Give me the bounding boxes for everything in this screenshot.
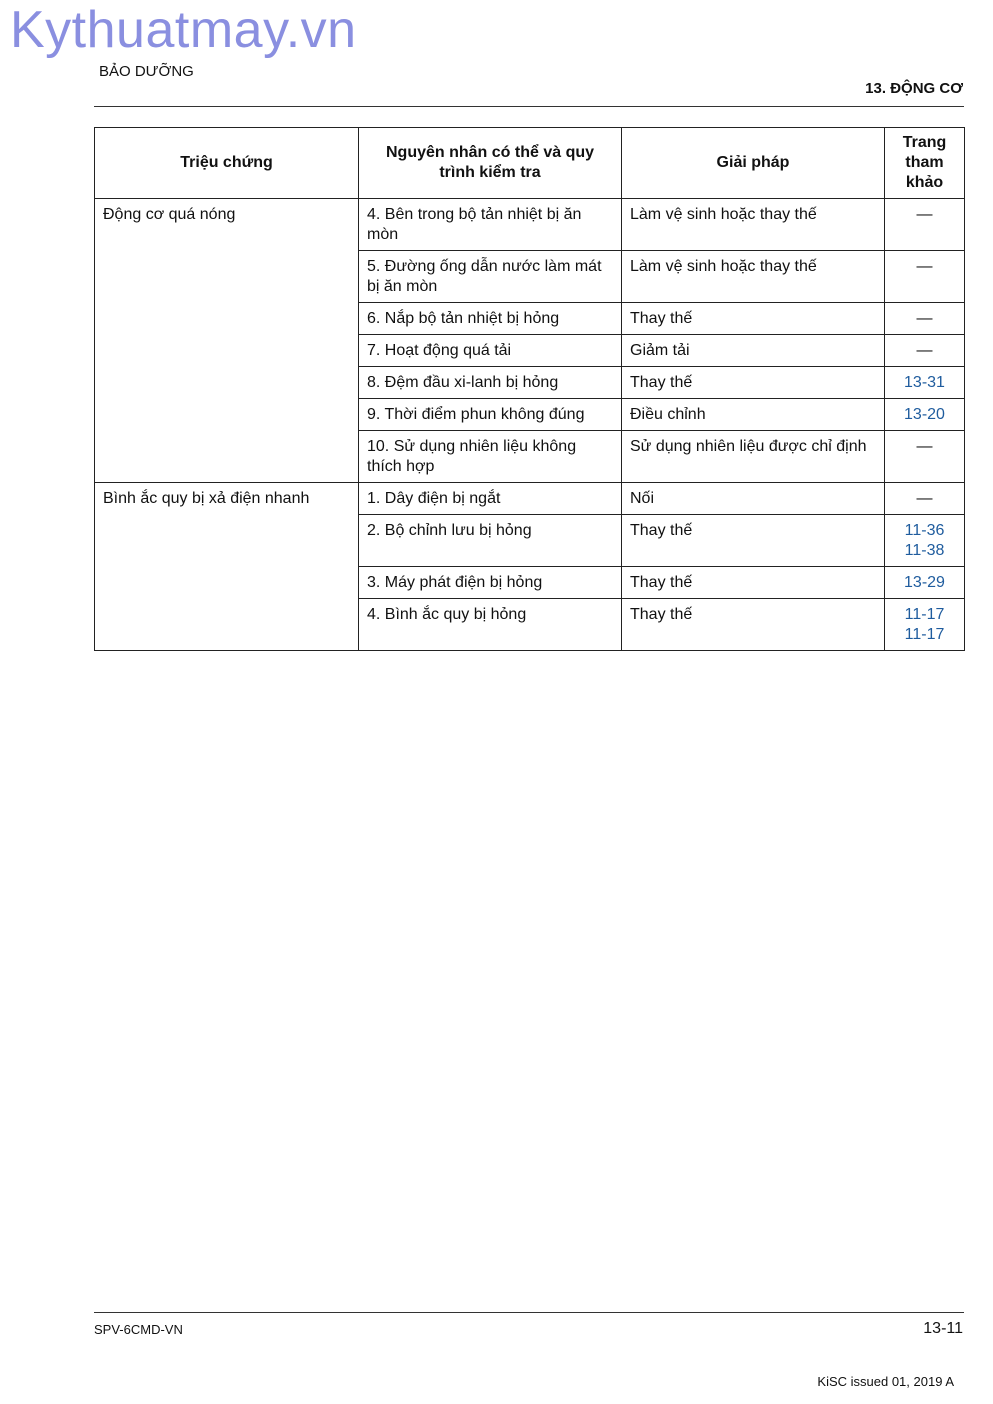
no-reference-dash: — bbox=[916, 490, 933, 507]
table-row bbox=[95, 199, 965, 251]
solution-cell: Nối bbox=[622, 483, 885, 515]
header-section-label: BẢO DƯỠNG bbox=[99, 63, 194, 80]
reference-cell bbox=[885, 367, 965, 399]
no-reference-dash: — bbox=[916, 438, 933, 455]
solution-cell: Thay thế bbox=[622, 567, 885, 599]
table-body bbox=[95, 199, 965, 651]
no-reference-dash: — bbox=[916, 206, 933, 223]
reference-cell bbox=[885, 599, 965, 651]
page-reference-link[interactable]: 11-17 bbox=[904, 606, 945, 623]
column-header-solution: Giải pháp bbox=[622, 128, 885, 199]
no-reference-dash: — bbox=[916, 310, 933, 327]
solution-cell: Sử dụng nhiên liệu được chỉ định bbox=[622, 431, 885, 483]
cause-cell: 8. Đệm đầu xi-lanh bị hỏng bbox=[359, 367, 622, 399]
reference-cell bbox=[885, 199, 965, 251]
cause-cell: 6. Nắp bộ tản nhiệt bị hỏng bbox=[359, 303, 622, 335]
troubleshooting-table bbox=[94, 127, 965, 651]
cause-cell: 10. Sử dụng nhiên liệu không thích hợp bbox=[359, 431, 622, 483]
solution-cell: Thay thế bbox=[622, 303, 885, 335]
page-reference-link[interactable]: 11-36 bbox=[904, 522, 945, 539]
reference-cell bbox=[885, 303, 965, 335]
header-rule bbox=[94, 106, 964, 107]
cause-cell: 5. Đường ống dẫn nước làm mát bị ăn mòn bbox=[359, 251, 622, 303]
footer-rule bbox=[94, 1312, 964, 1313]
page-reference-link[interactable]: 11-38 bbox=[904, 542, 945, 559]
solution-cell: Giảm tải bbox=[622, 335, 885, 367]
cause-cell: 4. Bên trong bộ tản nhiệt bị ăn mòn bbox=[359, 199, 622, 251]
cause-cell: 1. Dây điện bị ngắt bbox=[359, 483, 622, 515]
solution-cell: Thay thế bbox=[622, 515, 885, 567]
reference-cell bbox=[885, 483, 965, 515]
solution-cell: Thay thế bbox=[622, 367, 885, 399]
reference-cell bbox=[885, 399, 965, 431]
footer-issued-label: KiSC issued 01, 2019 A bbox=[817, 1374, 954, 1389]
solution-cell: Làm vệ sinh hoặc thay thế bbox=[622, 251, 885, 303]
solution-cell: Điều chỉnh bbox=[622, 399, 885, 431]
footer-page-number: 13-11 bbox=[923, 1320, 963, 1337]
column-header-cause: Nguyên nhân có thể và quy trình kiểm tra bbox=[359, 128, 622, 199]
watermark: Kythuatmay.vn bbox=[10, 1, 357, 59]
page-reference-link[interactable]: 13-20 bbox=[904, 406, 945, 423]
cause-cell: 9. Thời điểm phun không đúng bbox=[359, 399, 622, 431]
cause-cell: 2. Bộ chỉnh lưu bị hỏng bbox=[359, 515, 622, 567]
no-reference-dash: — bbox=[916, 342, 933, 359]
page-reference-link[interactable]: 13-31 bbox=[904, 374, 945, 391]
reference-cell bbox=[885, 515, 965, 567]
solution-cell: Thay thế bbox=[622, 599, 885, 651]
symptom-cell: Bình ắc quy bị xả điện nhanh bbox=[95, 483, 359, 651]
header-chapter-title: 13. ĐỘNG CƠ bbox=[865, 80, 963, 97]
reference-cell bbox=[885, 251, 965, 303]
cause-cell: 4. Bình ắc quy bị hỏng bbox=[359, 599, 622, 651]
cause-cell: 7. Hoạt động quá tải bbox=[359, 335, 622, 367]
symptom-cell: Động cơ quá nóng bbox=[95, 199, 359, 483]
solution-cell: Làm vệ sinh hoặc thay thế bbox=[622, 199, 885, 251]
footer-document-code: SPV-6CMD-VN bbox=[94, 1322, 183, 1337]
page-reference-link[interactable]: 13-29 bbox=[904, 574, 945, 591]
table-row bbox=[95, 483, 965, 515]
page-reference-link[interactable]: 11-17 bbox=[904, 626, 945, 643]
reference-cell bbox=[885, 567, 965, 599]
reference-cell bbox=[885, 335, 965, 367]
reference-cell bbox=[885, 431, 965, 483]
no-reference-dash: — bbox=[916, 258, 933, 275]
column-header-reference: Trang tham khảo bbox=[885, 128, 965, 199]
column-header-symptom: Triệu chứng bbox=[95, 128, 359, 199]
cause-cell: 3. Máy phát điện bị hỏng bbox=[359, 567, 622, 599]
